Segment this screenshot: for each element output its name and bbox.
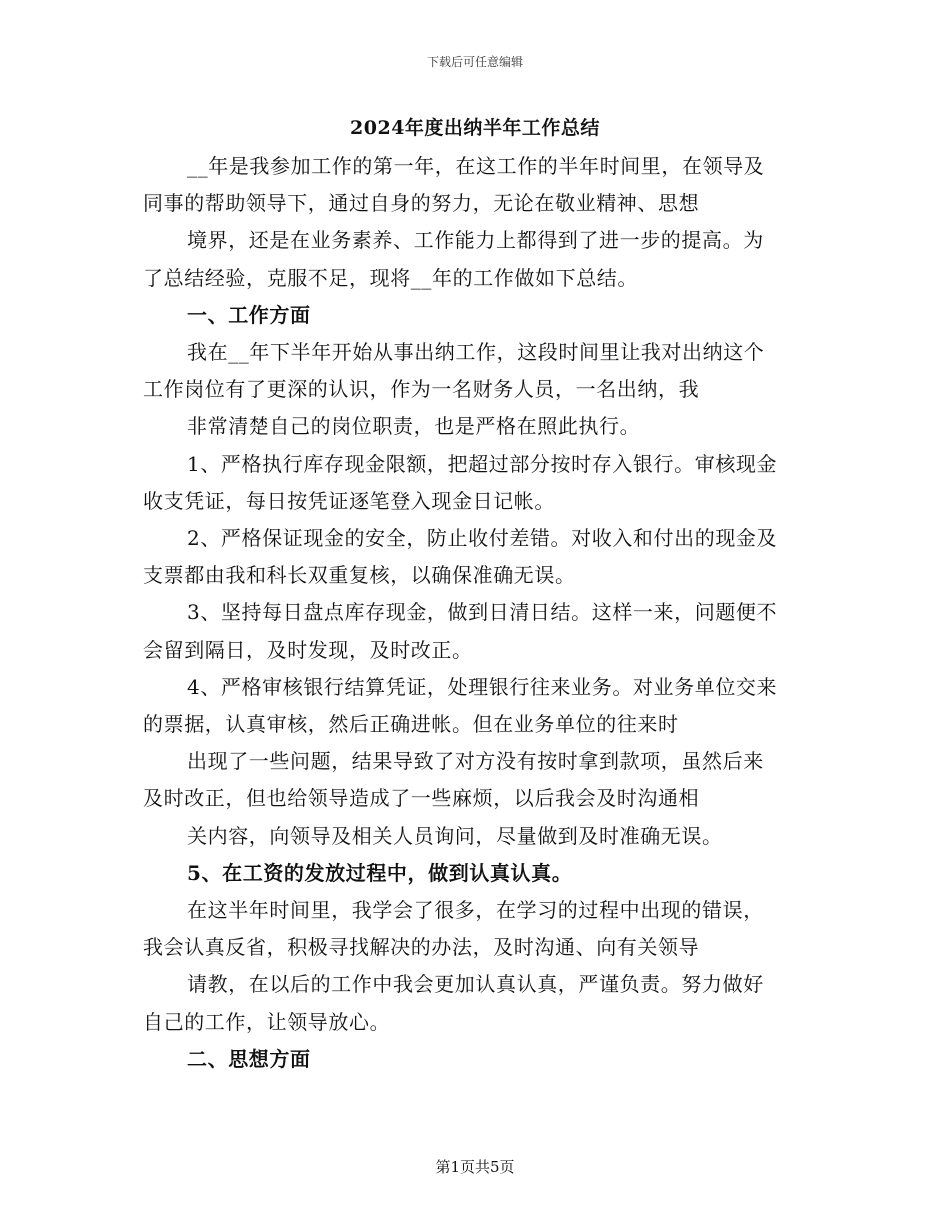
- paragraph-lines: [143, 148, 807, 1078]
- section-heading: 二、思想方面: [187, 1046, 311, 1071]
- document-body: [143, 112, 807, 1078]
- section-heading: 一、工作方面: [187, 302, 311, 327]
- text-line: 关内容，向领导及相关人员询问，尽量做到及时准确无误。: [187, 823, 723, 848]
- text-line: __年是我参加工作的第一年，在这工作的半年时间里，在领导及: [187, 154, 765, 178]
- text-line: 会留到隔日，及时发现，及时改正。: [143, 637, 473, 662]
- header-note: 下载后可任意编辑: [426, 55, 523, 69]
- text-line: 1、严格执行库存现金限额，把超过部分按时存入银行。审核现金: [187, 451, 778, 476]
- text-line: 同事的帮助领导下，通过自身的努力，无论在敬业精神、思想: [143, 191, 700, 216]
- text-line: 请教，在以后的工作中我会更加认真认真，严谨负责。努力做好: [187, 972, 764, 997]
- text-line: 的票据，认真审核，然后正确进帐。但在业务单位的往来时: [143, 712, 679, 737]
- text-line: 在这半年时间里，我学会了很多，在学习的过程中出现的错误，: [187, 898, 764, 923]
- text-line: 2、严格保证现金的安全，防止收付差错。对收入和付出的现金及: [187, 526, 778, 551]
- text-line: 支票都由我和科长双重复核，以确保准确无误。: [143, 563, 576, 588]
- text-line: 非常清楚自己的岗位职责，也是严格在照此执行。: [187, 414, 641, 439]
- text-line: 3、坚持每日盘点库存现金，做到日清日结。这样一来，问题便不: [187, 600, 778, 625]
- text-line: 我会认真反省，积极寻找解决的办法，及时沟通、向有关领导: [143, 935, 700, 960]
- text-line: 出现了一些问题，结果导致了对方没有按时拿到款项，虽然后来: [187, 749, 764, 774]
- text-line: 境界，还是在业务素养、工作能力上都得到了进一步的提高。为: [187, 228, 764, 253]
- text-line: 自己的工作，让领导放心。: [143, 1009, 391, 1034]
- text-line: 收支凭证，每日按凭证逐笔登入现金日记帐。: [143, 488, 555, 513]
- text-line: 4、严格审核银行结算凭证，处理银行往来业务。对业务单位交来: [187, 674, 778, 699]
- text-line: 工作岗位有了更深的认识，作为一名财务人员，一名出纳，我: [143, 377, 700, 402]
- text-line: 我在__年下半年开始从事出纳工作，这段时间里让我对出纳这个: [187, 340, 765, 365]
- section-heading: 5、在工资的发放过程中，做到认真认真。: [187, 860, 573, 885]
- text-line: 及时改正，但也给领导造成了一些麻烦，以后我会及时沟通相: [143, 786, 700, 811]
- page-footer: 第1页共5页: [435, 1158, 515, 1176]
- text-line: 了总结经验，克服不足，现将__年的工作做如下总结。: [143, 265, 638, 290]
- document-title: 2024年度出纳半年工作总结: [350, 117, 600, 139]
